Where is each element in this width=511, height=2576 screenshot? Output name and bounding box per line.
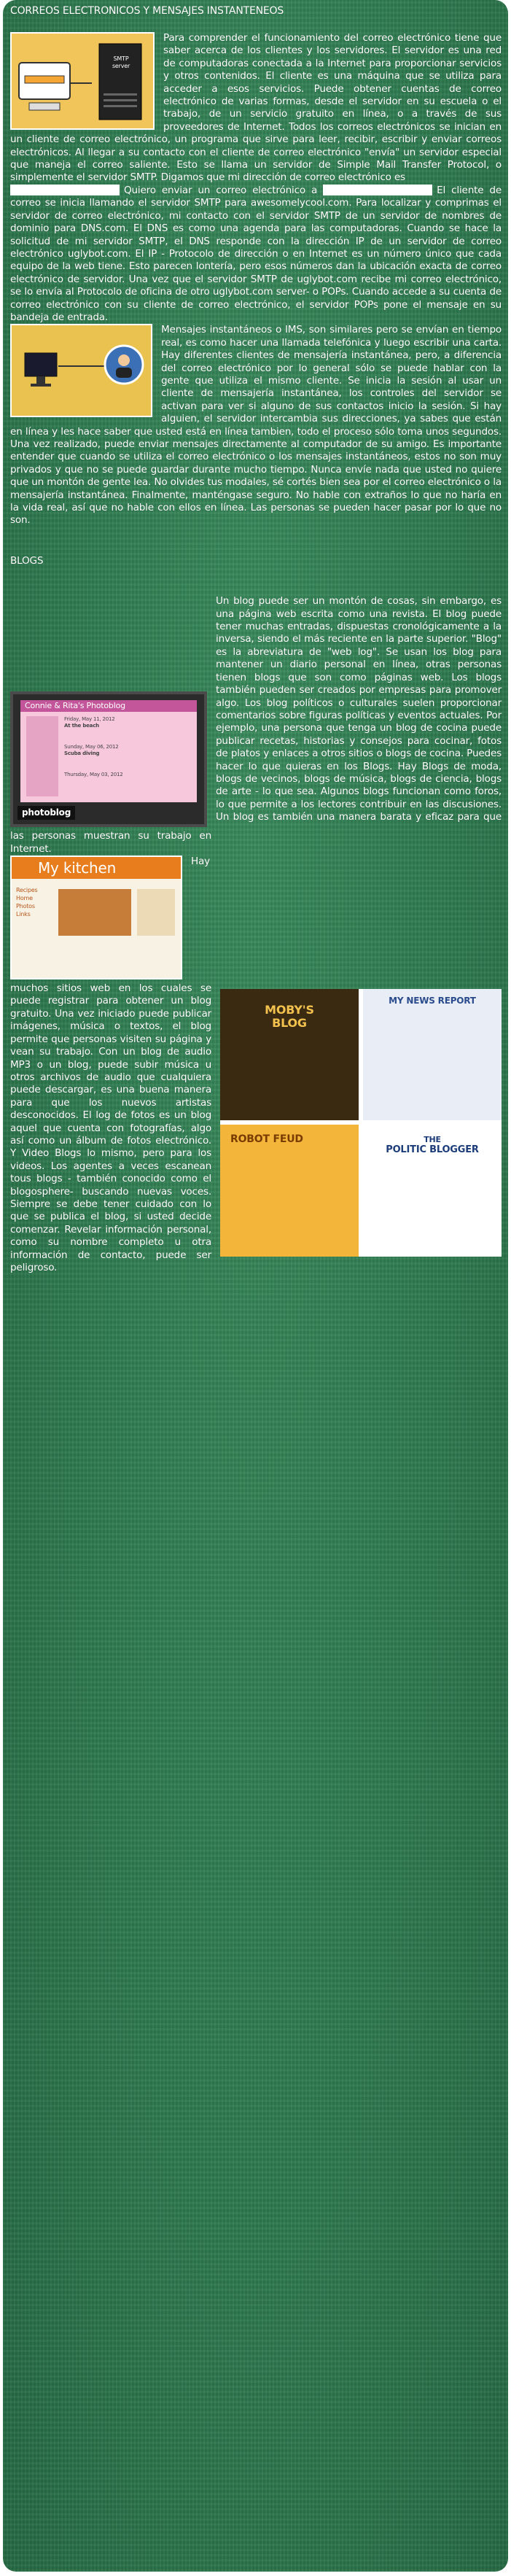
photoblog-header: Connie & Rita's Photoblog	[20, 700, 197, 712]
robot-feud-title: ROBOT FEUD	[230, 1133, 303, 1146]
photoblog-post-date: Thursday, May 03, 2012	[64, 772, 123, 778]
smtp-server-label: SMTP server	[112, 55, 130, 69]
page-title: CORREOS ELECTRONICOS Y MENSAJES INSTANTENEOS	[10, 5, 284, 17]
photoblog-post-date: Sunday, May 06, 2012	[64, 744, 119, 750]
mobys-blog-title: MOBY'S BLOG	[265, 1003, 314, 1031]
photoblog-post-title: Scuba diving	[64, 750, 100, 757]
smtp-illustration	[10, 32, 155, 130]
paragraph-email-intro: Para comprender el funcionamiento del correo electrónico tiene que saber acerca de los clientes y los servidores. El servidor es una red de computadoras conectada a la Internet para proporcionar servicios y otros contenidos. El cliente es una máquina que se utiliza para acceder a esos servicios. Puede obtener cuentas de correo electrónico de varias formas, desde el servidor en su escuela o el trabajo, de un servicio gratuito en línea, o a través de sus proveedores de Internet. Todos los correos electrónicos se inician en un cliente de correo electrónico, un programa que sirve para leer, recibir, escribir y enviar correos electrónicos. Al llegar a su contacto con el cliente de correo electrónico "envía" un servidor especial que maneja el correo saliente. Esto se llama un servidor de Simple Mail Transfer Protocol, o simplemente el servidor SMTP. Digamos que mi dirección de correo electrónico es	[10, 32, 502, 184]
email-address-redacted	[10, 185, 120, 195]
paragraph-blogs-intro: Un blog puede ser un montón de cosas, sin embargo, es una página web escrita como una revista. El blog puede tener muchas entradas, dispuestas cronológicamente a la inversa, siendo el más reciente en la parte superior. "Blog" es la abreviatura de "web log". Se usan los blog para mantener un diario personal en línea, otras personas tienen blogs que son como páginas web. Los blogs también pueden ser creados por empresas para promover algo. Los blog políticos o culturales suelen proporcionar comentarios sobre figuras políticas y eventos actuales. Por ejemplo, una persona que tenga un blog de cocina puede publicar recetas, historias y consejos para cocinar, fotos de platos y enlaces a otros sitios o blogs de cocina. Puedes hacer lo que quieras en los Blogs. Hay Blogs de moda, blogs de vecinos, blogs de música, blogs de ciencia, blogs de arte - lo que sea. Algunos blogs funcionan como foros, lo que permite a los lectores contribuir en las discusiones. Un blog es también una manera barata y eficaz para que las personas muestran su trabajo en Internet.	[10, 595, 502, 855]
section-heading-blogs: BLOGS	[10, 554, 44, 567]
politic-blogger-the: THE	[424, 1135, 441, 1145]
photoblog-screenshot	[10, 691, 207, 827]
my-news-report-title: MY NEWS REPORT	[389, 996, 476, 1006]
kitchen-menu-item: Recipes	[16, 887, 38, 894]
politic-blogger-title: POLITIC BLOGGER	[386, 1144, 479, 1156]
instant-messaging-illustration	[10, 324, 152, 417]
paragraph-email-send: Quiero enviar un correo electrónico a El cliente de correo se inicia llamando el servidor SMTP para awesomelycool.com. Para localizar y comprimas el servidor de correo electrónico, mi contacto con el servidor SMTP de un servidor de nombres de dominio para DNS.com. El DNS es como una agenda para las computadoras. Cuando se hace la solicitud de mi servidor SMTP, el DNS responde con la dirección IP de un servidor de correo electrónico uglybot.com. El IP - Protocolo de dirección o en Internet es un número único que cada equipo de la web tiene. Esto parecen lontería, pero esos números dan la ubicación exacta de correo electrónico de servidor. Una vez que el servidor SMTP de uglybot.com recibe mi correo electrónico, se lo envía al Protocolo de oficina de otro uglybot.com server- o POPs. Cuando accede a su cuenta de correo electrónico con su cliente de correo electrónico, el servidor POPs pone el mensaje en su bandeja de entrada.	[10, 184, 502, 323]
kitchen-menu-item: Photos	[16, 903, 35, 910]
email-address-redacted-2	[323, 185, 432, 195]
kitchen-blog-screenshot	[10, 856, 182, 979]
content-card	[3, 0, 508, 2572]
paragraph-instant-messaging: Mensajes instantáneos o IMS, son similares pero se envían en tiempo real, es como hacer una llamada telefónica y luego escribir una carta. Hay diferentes clientes de mensajería instantánea, pero, a diferencia del correo electrónico por lo general sólo se puede hablar con la gente que utiliza el mismo cliente. Se inicia la sesión al usar un cliente de mensajería instantánea, los controles del servidor se activan para ver si alguno de sus contactos inicio la sesión. Si hay alguien, el servidor intercambia sus direcciones, ya sabes que están en línea y les hace saber que usted está en línea tambien, todo el proceso sólo toma unos segundos. Una vez realizado, puede enviar mensajes directamente al computador de su amigo. Es importante entender que cuando se utiliza el correo electrónico o los mensajes instantáneos, estos no son muy privados y que no se puede guardar durante mucho tiempo. Nunca envíe nada que usted no quiere que un montón de gente lea. No olvides tus modales, sé cortés bien sea por el correo electrónico o la mensajería instantánea. Finalmente, manténgase seguro. No hable con extraños lo que no haría en la vida real, así que no hable con ellos en línea. Las personas se pueden hacer pasar por lo que no son.	[10, 324, 502, 527]
photoblog-post-date: Friday, May 11, 2012	[64, 716, 115, 723]
article	[10, 4, 502, 1274]
paragraph-blogs-hosting: Hay muchos sitios web en los cuales se puede registrar para obtener un blog gratuito. Una vez iniciado puede publicar imágenes, música o textos, el blog permite que personas visiten su página y vean su trabajo. Con un blog de audio MP3 o un blog, puede subir música u otros archivos de audio que cualquiera puede descargar, es una buena manera para que los nuevos artistas desconocidos. El log de fotos es un blog aquel que cuenta con fotografías, algo así como un álbum de fotos electrónico. Y Video Blogs lo mismo, pero para los videos. Los agentes a veces escanean tous blogs - también conocido como el blogosphere- buscando nuevas voces. Siempre se debe tener cuidado con lo que se publica el blog, si usted decide comenzar. Revelar información personal, como su nombre completo u otra información de contacto, puede ser peligroso.	[10, 856, 211, 1273]
kitchen-header: My kitchen	[12, 857, 181, 879]
photoblog-badge: photoblog	[17, 806, 75, 820]
blog-examples-collage	[220, 989, 502, 1257]
kitchen-menu-item: Home	[16, 895, 33, 902]
kitchen-menu-item: Links	[16, 911, 31, 918]
photoblog-post-title: At the beach	[64, 723, 99, 729]
